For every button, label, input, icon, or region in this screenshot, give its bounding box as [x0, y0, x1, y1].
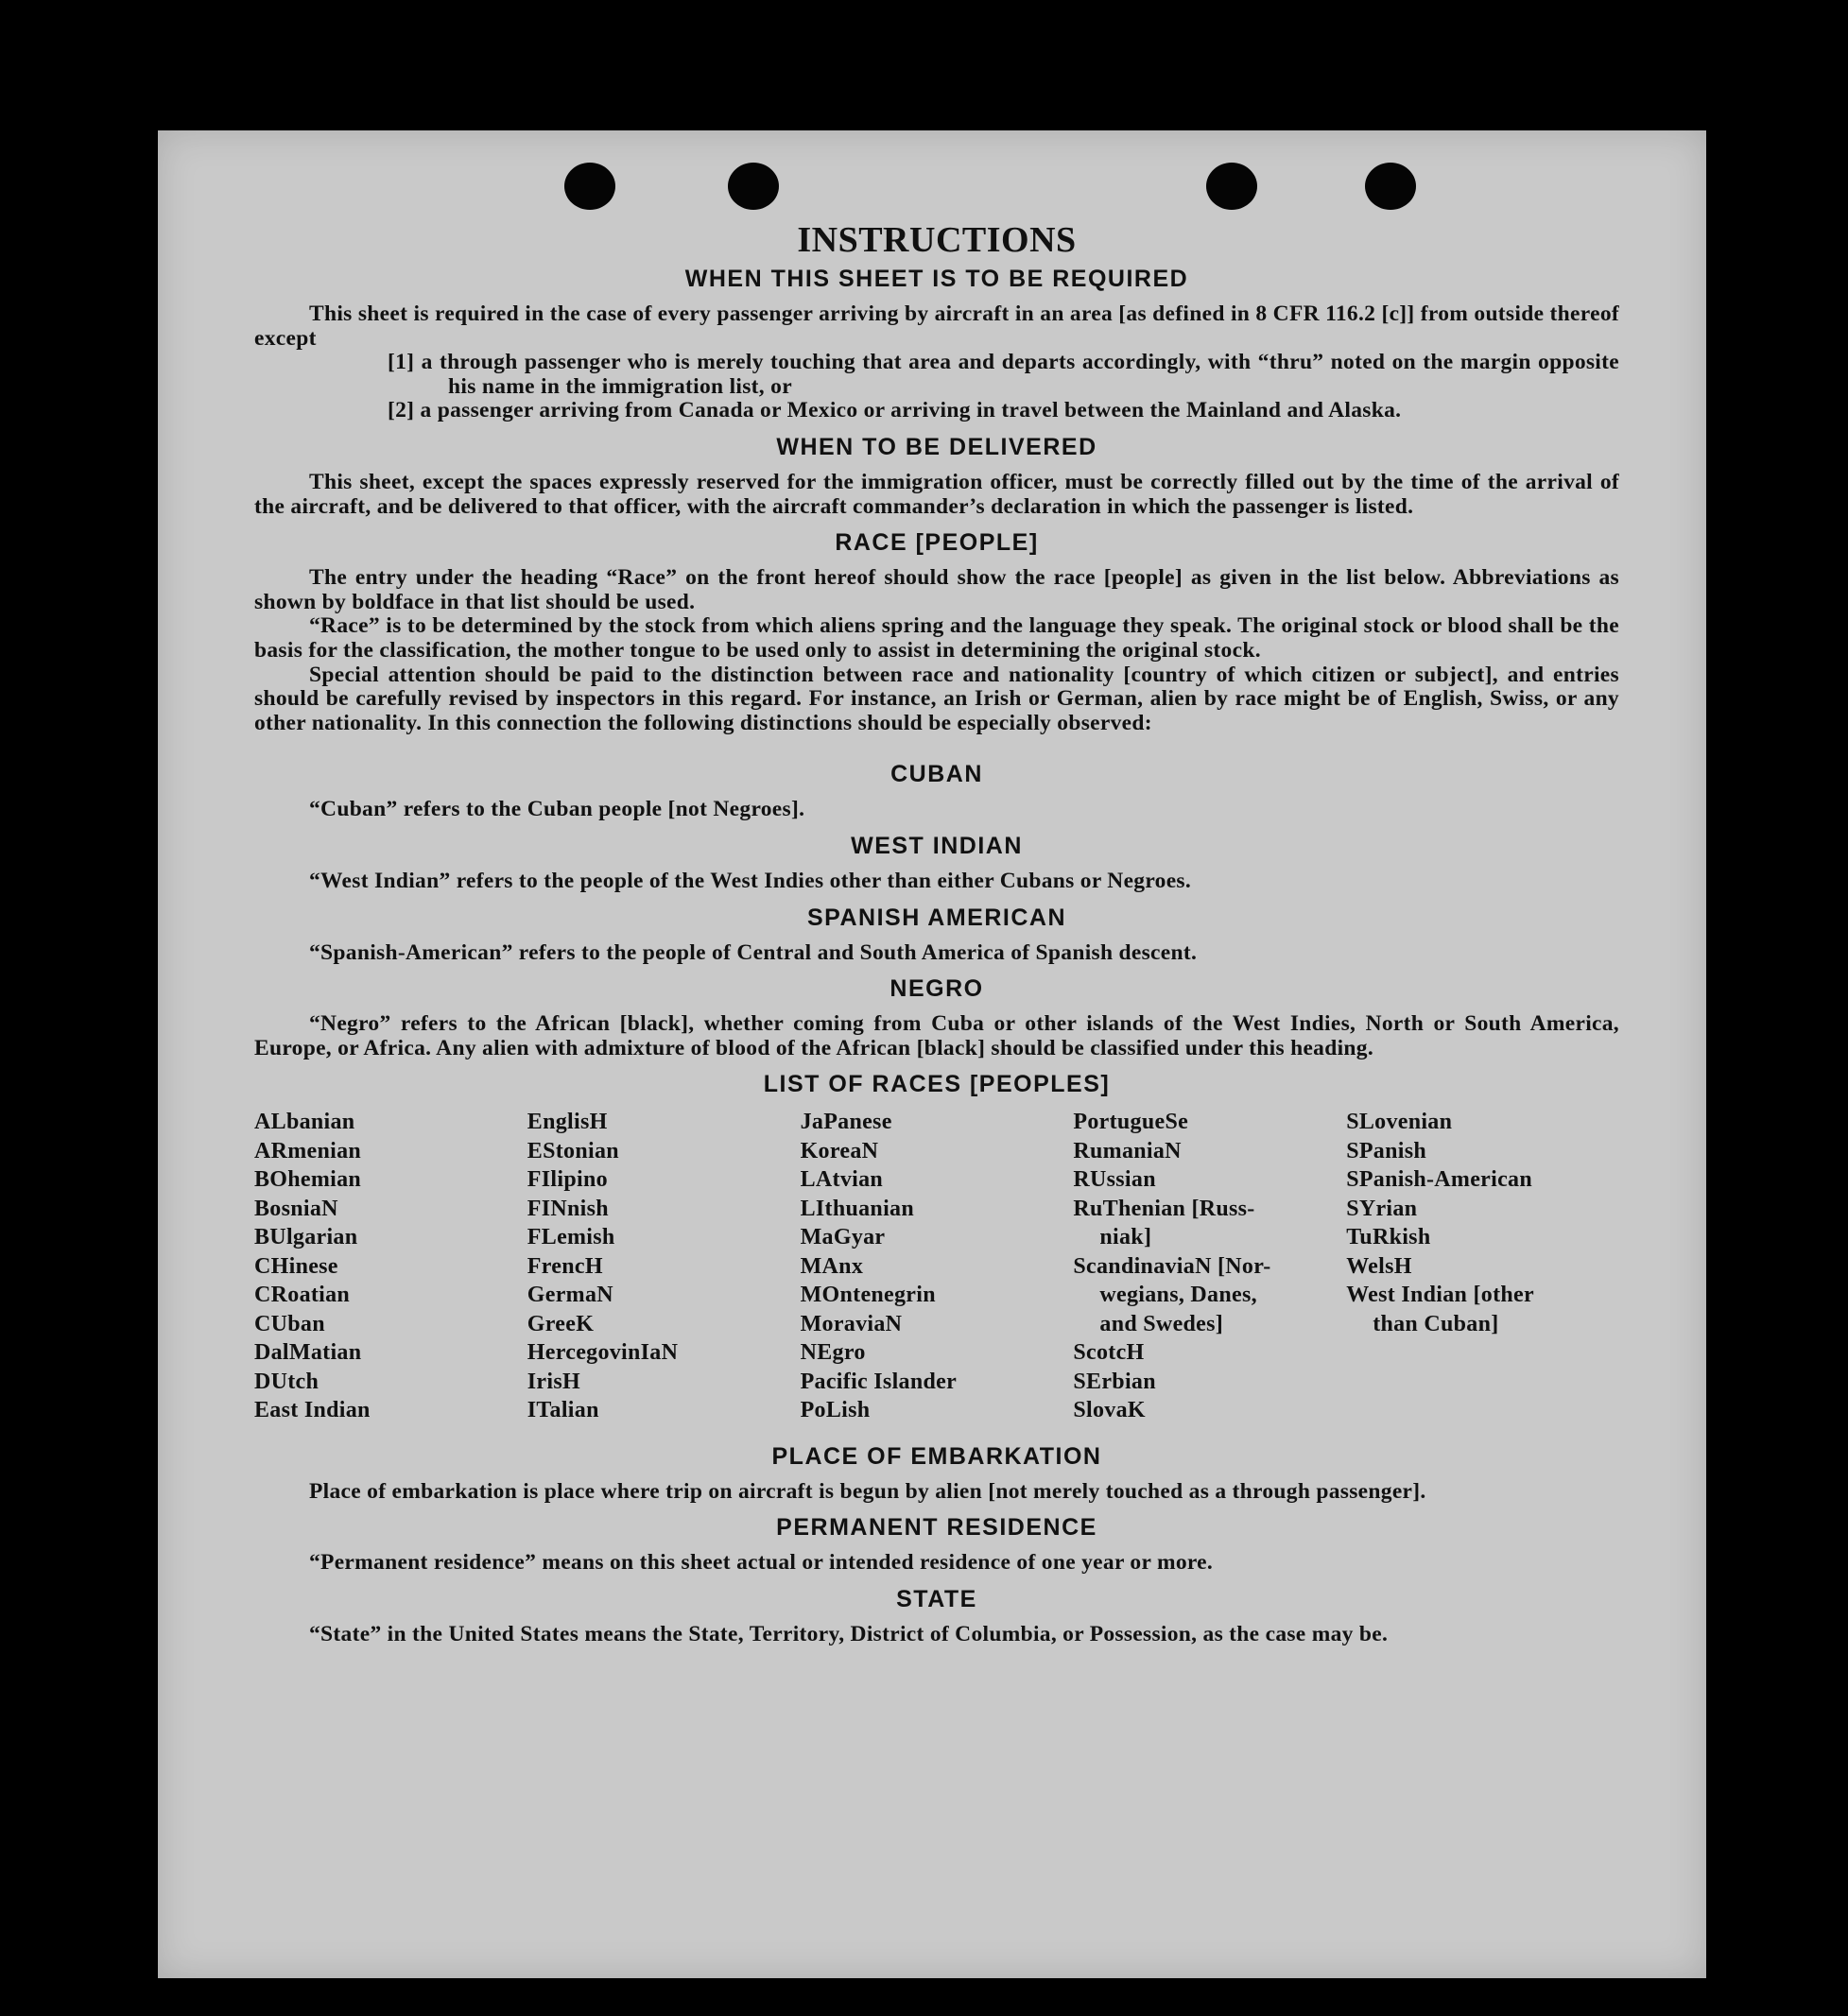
- race-paragraph-1: The entry under the heading “Race” on the front hereof should show the race [people] as given in the list below. Abbreviations as shown by boldface in that list should be used.: [254, 565, 1619, 614]
- race-entry: GermaN: [527, 1283, 613, 1308]
- delivered-text: This sheet, except the spaces expressly reserved for the immigration officer, must be correctly filled out by the time of the arrival of the aircraft, and be delivered to that officer, with the aircraft commander’s declaration in which the passenger is listed.: [254, 469, 1619, 519]
- race-entry: EStonian: [527, 1138, 619, 1163]
- race-entry: SYrian: [1346, 1196, 1418, 1221]
- state-text: “State” in the United States means the State, Territory, District of Columbia, or Possession, as the case may be.: [309, 1621, 1389, 1646]
- sheet-content: [254, 217, 1619, 1647]
- race-entry: FIlipino: [527, 1167, 608, 1193]
- race-entry: SErbian: [1073, 1369, 1156, 1394]
- race-entry: FINnish: [527, 1196, 609, 1221]
- race-entry: ITalian: [527, 1398, 599, 1423]
- race-entry: DUtch: [254, 1369, 320, 1394]
- negro-text: “Negro” refers to the African [black], whether coming from Cuba or other islands of the West Indies, North or South America, Europe, or Africa. Any alien with admixture of blood of the African [black] should be classified under this heading.: [254, 1011, 1619, 1060]
- race-entry: East Indian: [254, 1398, 371, 1423]
- race-entry: SPanish-American: [1346, 1167, 1532, 1193]
- heading-race: RACE [PEOPLE]: [835, 529, 1039, 557]
- race-entry: MOntenegrin: [800, 1283, 936, 1308]
- heading-place-of-embarkation: PLACE OF EMBARKATION: [771, 1442, 1102, 1470]
- race-entry: CRoatian: [254, 1283, 351, 1308]
- heading-west-indian: WEST INDIAN: [851, 832, 1023, 859]
- race-entry: RumaniaN: [1073, 1138, 1182, 1163]
- race-paragraph-2: “Race” is to be determined by the stock from which aliens spring and the language they speak. The original stock or blood shall be the basis for the classification, the mother tongue to be used only to assist in determining the original stock.: [254, 613, 1619, 663]
- race-entry: and Swedes]: [1099, 1311, 1224, 1336]
- race-entry: GreeK: [527, 1311, 595, 1336]
- race-entry: MaGyar: [800, 1225, 886, 1250]
- race-entry: SlovaK: [1073, 1398, 1146, 1423]
- race-entry: West Indian [other: [1346, 1283, 1534, 1308]
- races-list: [254, 1108, 1619, 1425]
- race-entry: MoraviaN: [800, 1311, 903, 1336]
- west-indian-text: “West Indian” refers to the people of the West Indies other than either Cubans or Negroes.: [309, 868, 1192, 893]
- race-entry: CHinese: [254, 1253, 338, 1279]
- heading-when-delivered: WHEN TO BE DELIVERED: [776, 433, 1097, 460]
- race-entry: niak]: [1099, 1225, 1152, 1250]
- page-title: INSTRUCTIONS: [797, 220, 1077, 260]
- races-column-1: [254, 1108, 527, 1425]
- races-column-3: [801, 1108, 1074, 1425]
- embarkation-text: Place of embarkation is place where trip on aircraft is begun by alien [not merely touched as a through passenger].: [309, 1478, 1426, 1504]
- race-entry: FrencH: [527, 1253, 603, 1279]
- race-entry: EnglisH: [527, 1110, 608, 1135]
- race-entry: ScandinaviaN [Nor-: [1073, 1253, 1271, 1279]
- punch-hole: [1206, 163, 1257, 210]
- race-entry: FLemish: [527, 1225, 615, 1250]
- race-entry: JaPanese: [800, 1110, 892, 1135]
- race-entry: LIthuanian: [800, 1196, 914, 1221]
- required-item-2: [2] a passenger arriving from Canada or Mexico or arriving in travel between the Mainland and Alaska.: [388, 398, 1402, 423]
- race-entry: than Cuban]: [1373, 1311, 1499, 1336]
- residence-text: “Permanent residence” means on this sheet actual or intended residence of one year or more.: [309, 1550, 1214, 1576]
- race-entry: PoLish: [800, 1398, 871, 1423]
- race-entry: WelsH: [1346, 1253, 1412, 1279]
- heading-state: STATE: [896, 1585, 977, 1612]
- heading-negro: NEGRO: [889, 975, 984, 1003]
- required-item-1: [1] a through passenger who is merely touching that area and departs accordingly, with “thru” noted on the margin opposite his name in the immigration list, or: [388, 350, 1619, 399]
- race-entry: ALbanian: [254, 1110, 355, 1135]
- punch-hole: [564, 163, 615, 210]
- race-entry: MAnx: [800, 1253, 864, 1279]
- race-entry: BUlgarian: [254, 1225, 358, 1250]
- race-entry: NEgro: [800, 1340, 866, 1366]
- race-paragraph-3: Special attention should be paid to the distinction between race and nationality [country of which citizen or subject], and entries should be carefully revised by inspectors in this regard. For instance, an Irish or German, alien by race might be of English, Swiss, or any other nationality. In this connection the following distinctions should be especially observed:: [254, 662, 1619, 735]
- race-entry: wegians, Danes,: [1099, 1283, 1257, 1308]
- race-entry: IrisH: [527, 1369, 580, 1394]
- races-column-4: [1073, 1108, 1346, 1425]
- race-entry: ARmenian: [254, 1138, 362, 1163]
- race-entry: BOhemian: [254, 1167, 362, 1193]
- race-entry: DalMatian: [254, 1340, 362, 1366]
- heading-permanent-residence: PERMANENT RESIDENCE: [776, 1514, 1097, 1542]
- race-entry: BosniaN: [254, 1196, 338, 1221]
- punch-hole: [728, 163, 779, 210]
- heading-spanish-american: SPANISH AMERICAN: [806, 904, 1066, 931]
- heading-list-of-races: LIST OF RACES [PEOPLES]: [763, 1071, 1111, 1098]
- race-entry: LAtvian: [800, 1167, 884, 1193]
- instruction-sheet: [158, 130, 1706, 1978]
- race-entry: HercegovinIaN: [527, 1340, 679, 1366]
- race-entry: ScotcH: [1073, 1340, 1145, 1366]
- race-entry: SPanish: [1346, 1138, 1426, 1163]
- race-entry: TuRkish: [1346, 1225, 1431, 1250]
- required-intro: This sheet is required in the case of every passenger arriving by aircraft in an area [as defined in 8 CFR 116.2 [c]] from outside thereof except: [254, 302, 1619, 351]
- cuban-text: “Cuban” refers to the Cuban people [not Negroes].: [309, 797, 805, 822]
- race-entry: Pacific Islander: [800, 1369, 958, 1394]
- race-entry: CUban: [254, 1311, 325, 1336]
- heading-when-required: WHEN THIS SHEET IS TO BE REQUIRED: [684, 266, 1189, 292]
- race-entry: PortugueSe: [1073, 1110, 1189, 1135]
- race-entry: RUssian: [1073, 1167, 1156, 1193]
- heading-cuban: CUBAN: [890, 761, 983, 788]
- race-entry: RuThenian [Russ-: [1073, 1196, 1255, 1221]
- race-entry: SLovenian: [1346, 1110, 1453, 1135]
- race-entry: KoreaN: [800, 1138, 879, 1163]
- races-column-2: [527, 1108, 801, 1425]
- punch-hole: [1365, 163, 1416, 210]
- spanish-american-text: “Spanish-American” refers to the people of Central and South America of Spanish descent.: [309, 939, 1198, 965]
- races-column-5: [1346, 1108, 1619, 1425]
